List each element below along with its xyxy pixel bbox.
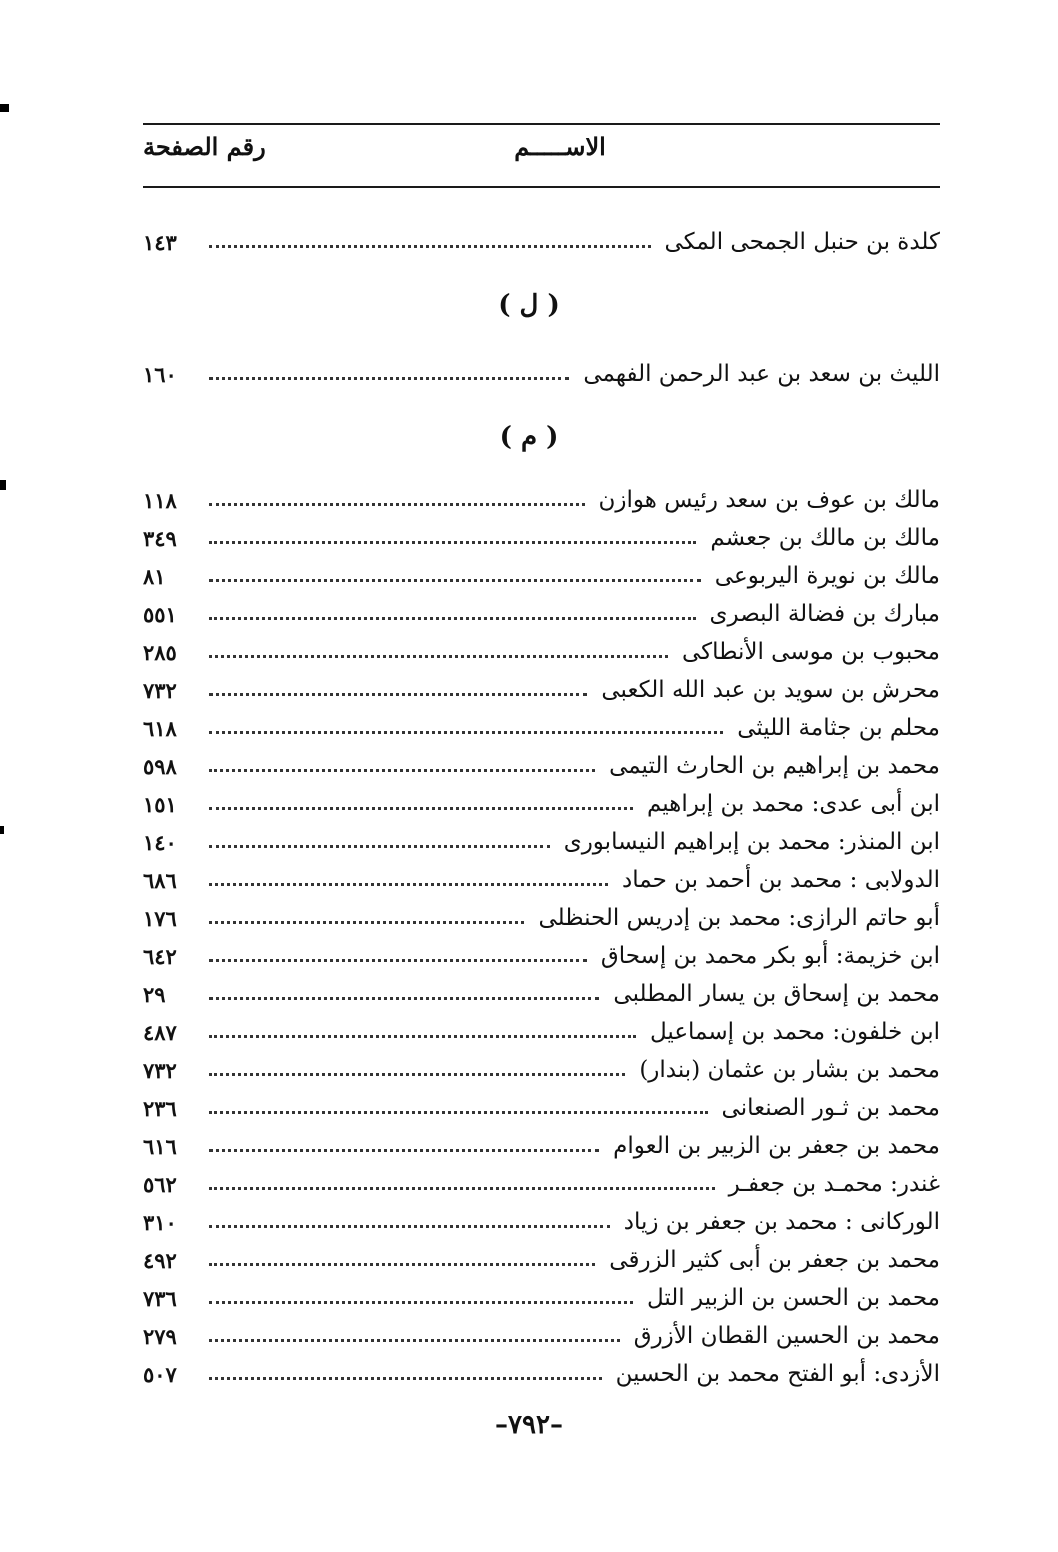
entry-page-number: ٦٨٦: [143, 867, 177, 893]
dot-leader: [209, 1225, 610, 1228]
entry-name: غندر: محمـد بن جعفـر: [728, 1171, 940, 1197]
dot-leader: [209, 731, 723, 734]
index-entry: [143, 786, 940, 822]
entry-page-number: ٢٣٦: [143, 1095, 177, 1121]
section-label: ( ل ): [498, 290, 560, 320]
margin-mark: [0, 104, 9, 112]
page-number-footer: –٧٩٢–: [495, 1410, 563, 1440]
index-entry: [143, 1128, 940, 1164]
entry-name: الأزدى: أبو الفتح محمد بن الحسين: [615, 1361, 940, 1387]
index-entry: [143, 1280, 940, 1316]
entry-page-number: ٦١٦: [143, 1133, 177, 1159]
dot-leader: [209, 883, 608, 886]
header-bottom-rule: [143, 186, 940, 188]
entry-page-number: ٥٠٧: [143, 1361, 177, 1387]
entry-page-number: ٥٥١: [143, 601, 177, 627]
entry-name: الليث بن سعد بن عبد الرحمن الفهمى: [583, 361, 940, 387]
entry-name: الوركانى : محمد بن جعفر بن زياد: [623, 1209, 940, 1235]
index-entry: [143, 356, 940, 392]
dot-leader: [209, 807, 633, 810]
entry-name: محمد بن إبراهيم بن الحارث التيمى: [609, 753, 940, 779]
entry-name: مبارك بن فضالة البصرى: [709, 601, 940, 627]
dot-leader: [209, 845, 550, 848]
section-heading-lam: [0, 290, 1058, 330]
dot-leader: [209, 769, 595, 772]
dot-leader: [209, 655, 668, 658]
index-entry: [143, 1318, 940, 1354]
index-entry: [143, 862, 940, 898]
index-entry: [143, 976, 940, 1012]
index-entry: [143, 224, 940, 260]
entry-name: مالك بن عوف بن سعد رئيس هوازن: [598, 487, 940, 513]
entry-name: محمد بن جعفر بن أبى كثير الزرقى: [609, 1247, 940, 1273]
index-entry: [143, 1014, 940, 1050]
dot-leader: [209, 1149, 599, 1152]
index-entry: [143, 520, 940, 556]
entry-page-number: ٣١٠: [143, 1209, 177, 1235]
dot-leader: [209, 1035, 636, 1038]
margin-mark: [0, 480, 6, 490]
index-entry: [143, 634, 940, 670]
entry-page-number: ٦٤٢: [143, 943, 177, 969]
dot-leader: [209, 1073, 625, 1076]
dot-leader: [209, 1187, 715, 1190]
index-entry: [143, 558, 940, 594]
dot-leader: [209, 921, 524, 924]
entry-page-number: ٤٩٢: [143, 1247, 177, 1273]
entry-name: ابن خزيمة: أبو بكر محمد بن إسحاق: [600, 943, 940, 969]
entry-page-number: ٥٩٨: [143, 753, 177, 779]
dot-leader: [209, 503, 585, 506]
entry-name: مالك بن نويرة اليربوعى: [714, 563, 940, 589]
entry-page-number: ٣٤٩: [143, 525, 177, 551]
entry-name: محبوب بن موسى الأنطاكى: [681, 639, 940, 665]
index-entry: [143, 1052, 940, 1088]
entry-page-number: ٦١٨: [143, 715, 177, 741]
entry-name: كلدة بن حنبل الجمحى المكى: [664, 229, 940, 255]
column-header-page: رقم الصفحة: [143, 132, 266, 161]
entry-name: محمد بن الحسين القطان الأزرق: [633, 1323, 940, 1349]
entry-name: محلم بن جثامة الليثى: [737, 715, 940, 741]
entry-name: محمد بن جعفر بن الزبير بن العوام: [613, 1133, 940, 1159]
index-entry: [143, 938, 940, 974]
entry-name: ابن المنذر: محمد بن إبراهيم النيسابورى: [563, 829, 940, 855]
entry-name: أبو حاتم الرازى: محمد بن إدريس الحنظلى: [538, 905, 940, 931]
entry-name: ابن أبى عدى: محمد بن إبراهيم: [646, 791, 940, 817]
index-entry: [143, 1166, 940, 1202]
dot-leader: [209, 1377, 602, 1380]
entry-page-number: ١٦٠: [143, 361, 177, 387]
header-top-rule: [143, 123, 940, 125]
entry-name: محمد بن بشار بن عثمان (بندار): [639, 1057, 940, 1083]
entry-name: الدولابى : محمد بن أحمد بن حماد: [622, 867, 940, 893]
index-entry: [143, 900, 940, 936]
entry-page-number: ١٧٦: [143, 905, 177, 931]
dot-leader: [209, 617, 696, 620]
dot-leader: [209, 579, 701, 582]
dot-leader: [209, 541, 696, 544]
index-entry: [143, 748, 940, 784]
entry-page-number: ٨١: [143, 563, 166, 589]
entry-page-number: ٤٨٧: [143, 1019, 177, 1045]
dot-leader: [209, 959, 587, 962]
entry-page-number: ١٤٠: [143, 829, 177, 855]
index-entry: [143, 1242, 940, 1278]
entry-name: مالك بن مالك بن جعشم: [710, 525, 940, 551]
index-entry: [143, 482, 940, 518]
entry-page-number: ٧٣٢: [143, 677, 177, 703]
section-label: ( م ): [499, 422, 559, 452]
entry-page-number: ٥٦٢: [143, 1171, 177, 1197]
index-entry: [143, 824, 940, 860]
index-entry: [143, 1356, 940, 1392]
index-entry: [143, 1090, 940, 1126]
dot-leader: [209, 1111, 708, 1114]
dot-leader: [209, 693, 587, 696]
entry-page-number: ٧٣٢: [143, 1057, 177, 1083]
entry-page-number: ٢٨٥: [143, 639, 177, 665]
index-entry: [143, 596, 940, 632]
entry-name: محمد بن ثـور الصنعانى: [721, 1095, 940, 1121]
entry-name: محمد بن إسحاق بن يسار المطلبى: [613, 981, 940, 1007]
entry-page-number: ٧٣٦: [143, 1285, 177, 1311]
dot-leader: [209, 1339, 620, 1342]
dot-leader: [209, 377, 569, 380]
index-entry: [143, 672, 940, 708]
entry-page-number: ١٤٣: [143, 229, 177, 255]
dot-leader: [209, 997, 599, 1000]
margin-mark: [0, 826, 4, 834]
entry-page-number: ٢٧٩: [143, 1323, 177, 1349]
section-heading-mim: [0, 422, 1058, 462]
index-entry: [143, 710, 940, 746]
entry-name: ابن خلفون: محمد بن إسماعيل: [649, 1019, 940, 1045]
column-header-name: الاســـــم: [514, 132, 606, 161]
index-entry: [143, 1204, 940, 1240]
dot-leader: [209, 1263, 595, 1266]
entry-page-number: ١١٨: [143, 487, 177, 513]
entry-page-number: ١٥١: [143, 791, 177, 817]
entry-page-number: ٢٩: [143, 981, 166, 1007]
entry-name: محرش بن سويد بن عبد الله الكعبى: [601, 677, 940, 703]
entry-name: محمد بن الحسن بن الزبير التل: [646, 1285, 940, 1311]
dot-leader: [209, 245, 651, 248]
dot-leader: [209, 1301, 633, 1304]
